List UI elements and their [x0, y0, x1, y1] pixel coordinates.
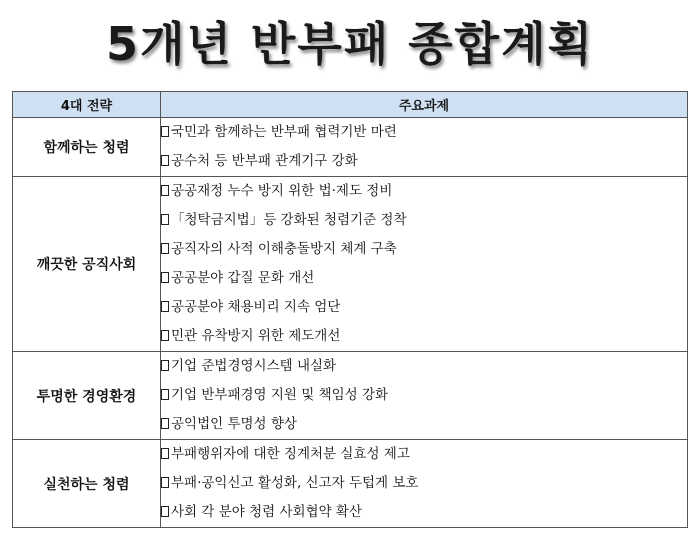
table-row: [13, 118, 688, 177]
table-row: [13, 177, 688, 352]
tasks-cell: [161, 440, 688, 528]
column-header-tasks: 주요과제: [161, 92, 688, 118]
strategy-cell: 함께하는 청렴: [13, 118, 161, 177]
strategy-cell: 투명한 경영환경: [13, 352, 161, 440]
task-text: 공공분야 채용비리 지속 엄단: [171, 299, 341, 315]
checkbox-icon: [161, 506, 169, 517]
task-item: [161, 498, 687, 527]
task-item: [161, 293, 687, 322]
strategy-table: [12, 91, 688, 528]
table-row: [13, 352, 688, 440]
task-text: 국민과 함께하는 반부패 협력기반 마련: [171, 124, 397, 140]
task-text: 「청탁금지법」등 강화된 청렴기준 정착: [171, 212, 407, 228]
task-item: [161, 469, 687, 498]
task-text: 부패·공익신고 활성화, 신고자 두텁게 보호: [171, 475, 419, 491]
strategy-cell: 실천하는 청렴: [13, 440, 161, 528]
checkbox-icon: [161, 301, 169, 312]
task-text: 공공재정 누수 방지 위한 법·제도 정비: [171, 183, 393, 199]
checkbox-icon: [161, 448, 169, 459]
checkbox-icon: [161, 477, 169, 488]
task-item: [161, 235, 687, 264]
checkbox-icon: [161, 330, 169, 341]
checkbox-icon: [161, 243, 169, 254]
page-title: 5개년 반부패 종합계획: [106, 17, 594, 71]
task-text: 사회 각 분야 청렴 사회협약 확산: [171, 504, 362, 520]
strategy-cell: 깨끗한 공직사회: [13, 177, 161, 352]
table-header-row: [13, 92, 688, 118]
checkbox-icon: [161, 155, 169, 166]
task-text: 공직자의 사적 이해충돌방지 체계 구축: [171, 241, 397, 257]
checkbox-icon: [161, 360, 169, 371]
task-item: [161, 264, 687, 293]
tasks-cell: [161, 352, 688, 440]
task-text: 기업 준법경영시스템 내실화: [171, 358, 337, 374]
checkbox-icon: [161, 389, 169, 400]
checkbox-icon: [161, 214, 169, 225]
task-item: [161, 147, 687, 176]
task-item: [161, 177, 687, 206]
task-item: [161, 352, 687, 381]
task-text: 공익법인 투명성 향상: [171, 416, 297, 432]
task-text: 공수처 등 반부패 관계기구 강화: [171, 153, 358, 169]
task-text: 부패행위자에 대한 징계처분 실효성 제고: [171, 446, 410, 462]
task-item: [161, 206, 687, 235]
task-text: 공공분야 갑질 문화 개선: [171, 270, 315, 286]
checkbox-icon: [161, 126, 169, 137]
tasks-cell: [161, 177, 688, 352]
checkbox-icon: [161, 185, 169, 196]
task-item: [161, 322, 687, 351]
task-text: 기업 반부패경영 지원 및 책임성 강화: [171, 387, 389, 403]
task-item: [161, 410, 687, 439]
task-item: [161, 440, 687, 469]
task-item: [161, 118, 687, 147]
tasks-cell: [161, 118, 688, 177]
checkbox-icon: [161, 272, 169, 283]
table-row: [13, 440, 688, 528]
column-header-strategy: 4대 전략: [13, 92, 161, 118]
checkbox-icon: [161, 418, 169, 429]
task-item: [161, 381, 687, 410]
task-text: 민관 유착방지 위한 제도개선: [171, 328, 341, 344]
